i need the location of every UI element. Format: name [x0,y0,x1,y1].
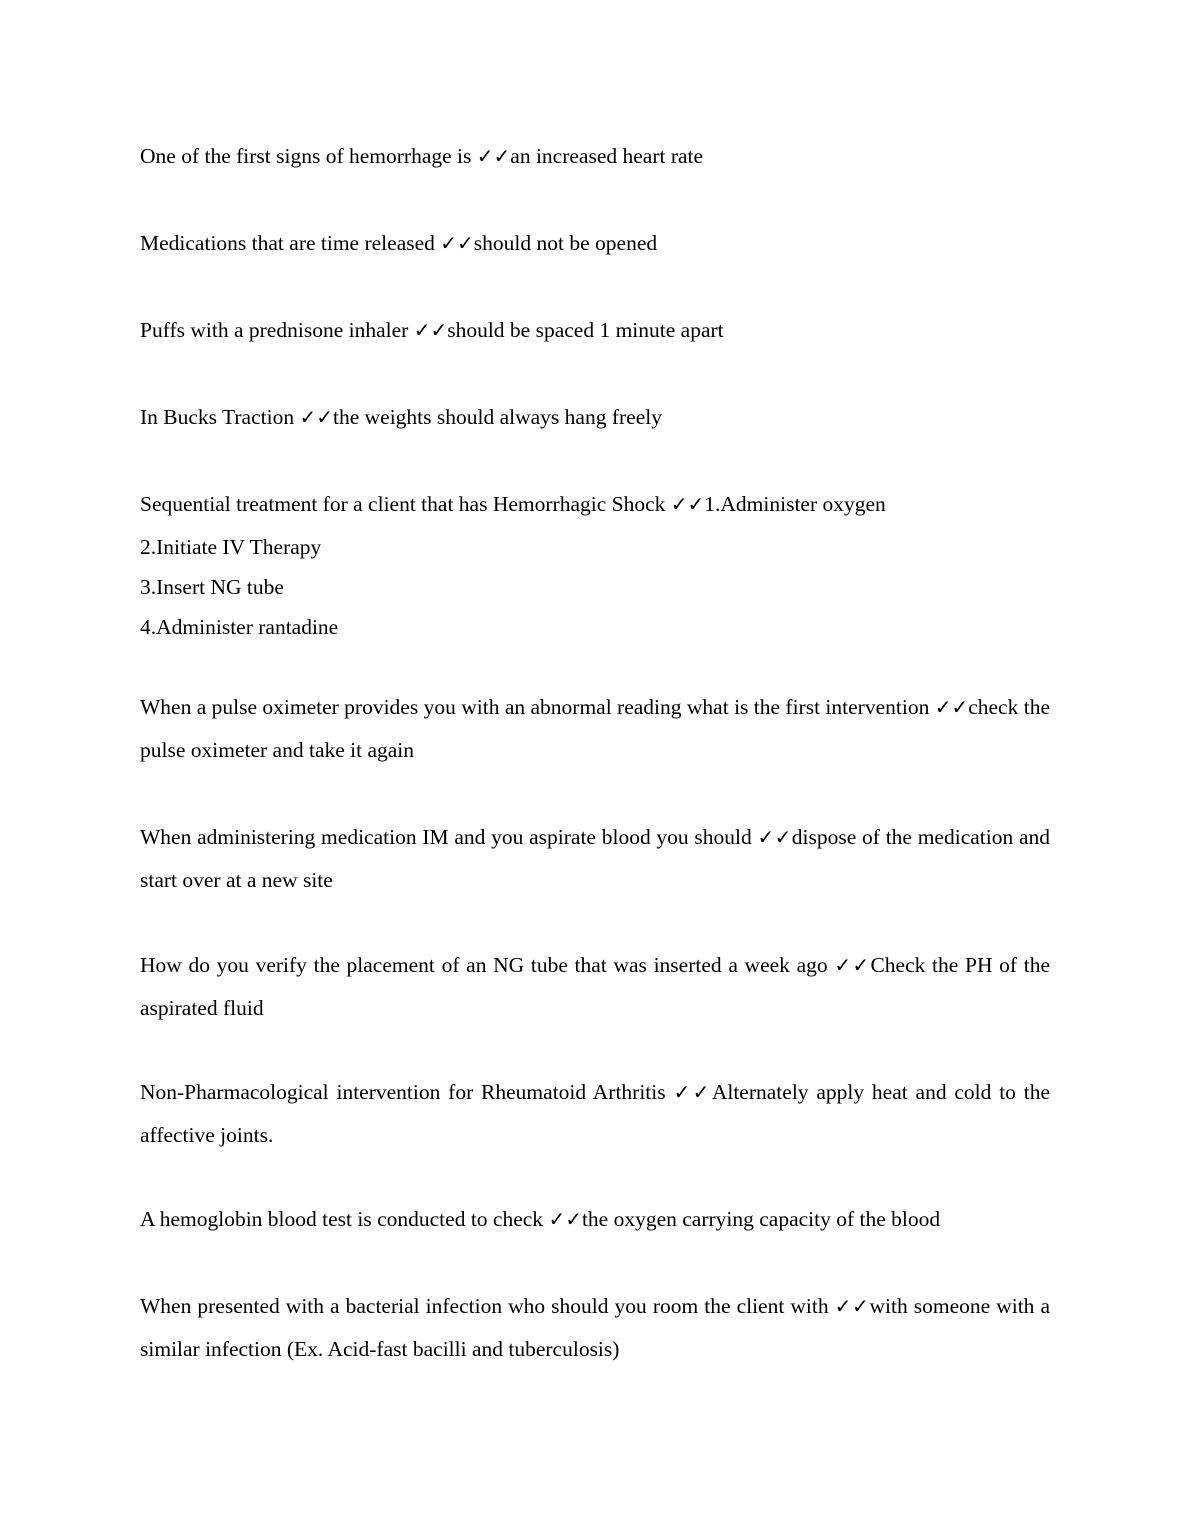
list-item: 3.Insert NG tube [140,575,284,599]
qa-item-8 [140,944,1050,1030]
question-text: Sequential treatment for a client that has Hemorrhagic Shock [140,492,666,516]
qa-item-10 [140,1198,1050,1241]
answer-text: 1.Administer oxygen [704,492,886,516]
double-check-icon: ✓✓ [670,492,705,516]
question-text: A hemoglobin blood test is conducted to check [140,1207,544,1231]
double-check-icon: ✓✓ [834,953,871,977]
double-check-icon: ✓✓ [299,405,333,429]
treatment-steps-list [140,527,1050,647]
list-item: 4.Administer rantadine [140,615,339,639]
list-item: 2.Initiate IV Therapy [140,535,322,559]
qa-item-9 [140,1071,1050,1157]
double-check-icon: ✓✓ [476,144,511,168]
question-text: How do you verify the placement of an NG tube that was inserted a week ago [140,953,828,977]
double-check-icon: ✓✓ [934,695,969,719]
answer-text: Check the PH of the aspirated fluid [140,953,1051,1020]
answer-text: should be spaced 1 minute apart [447,318,724,342]
answer-text: check the pulse oximeter and take it again [140,695,1050,762]
double-check-icon: ✓✓ [834,1294,870,1318]
qa-item-1 [140,135,1050,178]
answer-text: with someone with a similar infection (Ex. Acid-fast bacilli and tuberculosis) [140,1294,1051,1361]
double-check-icon: ✓✓ [673,1080,712,1104]
question-text: In Bucks Traction [140,405,295,429]
question-text: Non-Pharmacological intervention for Rheumatoid Arthritis [140,1080,666,1104]
qa-item-3 [140,309,1050,352]
qa-item-2 [140,222,1050,265]
question-text: Puffs with a prednisone inhaler [140,318,409,342]
qa-item-5 [140,483,1050,526]
qa-item-7 [140,816,1050,902]
question-text: When a pulse oximeter provides you with an abnormal reading what is the first intervention [140,695,930,719]
question-text: When administering medication IM and you aspirate blood you should [140,825,752,849]
double-check-icon: ✓✓ [440,231,474,255]
qa-item-4 [140,396,1050,439]
answer-text: the weights should always hang freely [332,405,662,429]
question-text: When presented with a bacterial infection who should you room the client with [140,1294,829,1318]
answer-text: dispose of the medication and start over at a new site [140,825,1051,892]
question-text: One of the first signs of hemorrhage is [140,144,472,168]
double-check-icon: ✓✓ [413,318,448,342]
answer-text: Alternately apply heat and cold to the affective joints. [140,1080,1051,1147]
qa-item-6 [140,686,1050,772]
question-text: Medications that are time released [140,231,435,255]
qa-item-11 [140,1285,1050,1371]
answer-text: the oxygen carrying capacity of the blood [581,1207,941,1231]
double-check-icon: ✓✓ [548,1207,582,1231]
answer-text: should not be opened [473,231,658,255]
answer-text: an increased heart rate [510,144,704,168]
double-check-icon: ✓✓ [757,825,792,849]
